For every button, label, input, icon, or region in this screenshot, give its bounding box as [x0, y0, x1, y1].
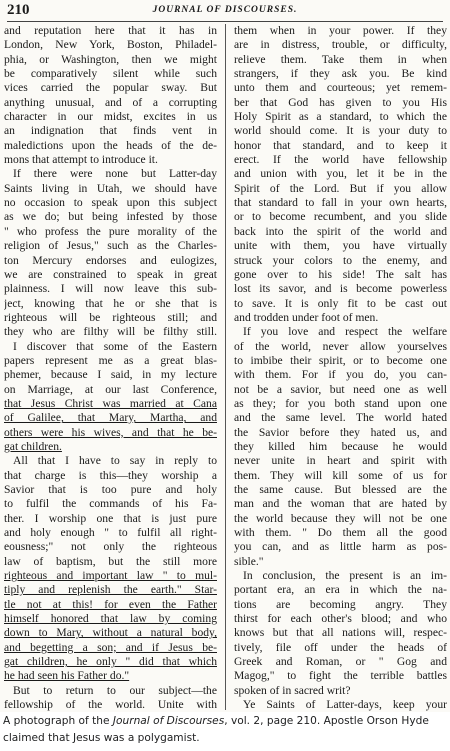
text-line: vices carried the popular sway. But [4, 81, 217, 95]
caption-suffix: , vol. 2, page 210. Apostle Orson Hyde claimed that Jesus was a polygamist. [3, 715, 429, 744]
text-line: the Savior before they hated us, and [234, 425, 447, 439]
left-column [4, 24, 217, 712]
text-line: and union with you, let it be in the [234, 167, 447, 181]
text-line: of Galilee, that Mary, Martha, and [4, 411, 217, 425]
text-line: and the same level. The world hated [234, 411, 447, 425]
text-line: Savior that is too pure and holy [4, 483, 217, 496]
text-line: phia, or Washington, then we might [4, 52, 217, 66]
text-line: are in distress, trouble, or difficulty, [234, 38, 447, 52]
text-line: to fulfil the commands of his Fa- [4, 497, 217, 511]
text-line: gat children, he only " did that which [4, 655, 217, 669]
text-line: them. They will kill some of us for [234, 468, 447, 482]
text-line: strangers, if they ask you. Be kind [234, 67, 447, 81]
text-line: honor that standard, and to keep it [234, 138, 447, 152]
text-line: that charge is this—they worship a [4, 468, 217, 482]
text-line: and trodden under foot of men. [234, 310, 379, 324]
text-line: ject, knowing that he or she that is [4, 296, 217, 310]
text-line: religion of Jesus," such as the Charles- [4, 239, 217, 253]
text-line: that Jesus Christ was married at Cana [4, 396, 217, 410]
text-line: and begetting a son; and if Jesus be- [4, 640, 217, 654]
text-line: Greek and Roman, or " Gog and [234, 655, 447, 669]
text-line: not be a savior, but need one as well [234, 382, 447, 396]
text-line: he had seen his Father do." [4, 669, 130, 683]
text-line: man and the woman that are hated by [234, 497, 447, 511]
text-line: fellowship of the world. Unite with [4, 698, 217, 712]
text-line: gone over to his side! The salt has [234, 267, 447, 281]
text-line: law of baptism, but the still more [4, 554, 217, 568]
text-line: thirst for each other's blood; and who [234, 612, 447, 626]
text-line: to imbibe their spirit, or to become one [234, 353, 447, 367]
text-line: them when in your power. If they [234, 24, 447, 37]
text-line: phemer, because I said, in my lecture [4, 368, 217, 382]
page-number: 210 [7, 2, 30, 18]
text-line: If there were none but Latter-day [13, 167, 217, 181]
text-line: plainness. I will now leave this sub- [4, 282, 217, 296]
text-line: on Marriage, at our last Conference, [4, 382, 217, 396]
text-line: as we do; but being infested by those [4, 210, 217, 224]
text-line: relieve them. Take them in when [234, 52, 447, 66]
text-line: Saints living in Utah, we should have [4, 181, 217, 195]
text-line: righteous will be righteous still; and [4, 310, 217, 324]
text-line: Spirit of the Lord. But if you allow [234, 181, 447, 195]
caption-prefix: A photograph of the [3, 715, 113, 727]
text-line: portant era, an era in which the na- [234, 583, 447, 597]
text-line: ther. I worship one that is just pure [4, 511, 217, 525]
text-line: and holy enough " to fulfil all right- [4, 526, 217, 540]
text-line: with them. For if you do, you can- [234, 368, 447, 382]
text-line: " who profess the pure morality of the [4, 224, 217, 238]
text-line: tions are becoming angry. They [234, 597, 447, 611]
text-line: eousness;" not only the righteous [4, 540, 217, 554]
text-line: gat children. [4, 439, 62, 453]
text-line: character in our midst, excites in us [4, 110, 217, 124]
text-line: of the world, never allow yourselves [234, 339, 447, 353]
text-line: they who are filthy will be filthy still. [4, 325, 217, 339]
text-line: ber that God has given to you His [234, 95, 447, 109]
text-line: the world because they will not be one [234, 511, 447, 525]
text-line: never unite in heart and spirit with [234, 454, 447, 468]
text-line: sible." [234, 554, 264, 568]
text-line: down to Mary, without a natural body, [4, 626, 217, 640]
text-line: maledictions upon the heads of the de- [4, 138, 217, 152]
text-line: as they; for you both stand upon one [234, 396, 447, 410]
text-line: the same cause. But blessed are the [234, 483, 447, 496]
text-line: struck your colors to the enemy, and [234, 253, 447, 267]
text-line: mons that attempt to introduce it. [4, 153, 158, 167]
text-line: tiply and replenish the earth." Star- [4, 583, 217, 597]
text-line: with them. " Do them all the good [234, 526, 447, 540]
text-line: tle not at this! for even the Father [4, 597, 217, 611]
text-line: be comparatively silent while such [4, 67, 217, 81]
text-line: others were his wives, and that he be- [4, 425, 217, 439]
text-line: tively, file off under the heads of [234, 640, 447, 654]
text-line: righteous and important law " to mul- [4, 569, 217, 583]
running-head: JOURNAL OF DISCOURSES. [152, 5, 298, 15]
text-line: world should come. It is your duty to [234, 124, 447, 138]
text-line: papers represent me as a great blas- [4, 353, 217, 367]
text-line: or to become recumbent, and you slide [234, 210, 447, 224]
text-line: himself honored that law by coming [4, 612, 217, 626]
text-line: ton Mercury endorses and eulogizes, [4, 253, 217, 267]
text-line: anything unusual, and of a corrupting [4, 95, 217, 109]
text-line: unite with them, you have virtually [234, 239, 447, 253]
text-line: that standard to fall in your own hearts, [234, 196, 447, 210]
text-line: you can, and as little harm as pos- [234, 540, 447, 554]
text-line: Ye Saints of Latter-days, keep your [243, 698, 447, 712]
text-line: But to return to our subject—the [13, 683, 217, 697]
text-line: they killed him because he would [234, 439, 447, 453]
text-line: to save. It is only fit to be cast out [234, 296, 447, 310]
text-line: If you love and respect the welfare [243, 325, 447, 339]
text-line: we are constrained to speak in great [4, 267, 217, 281]
text-line: I discover that some of the Eastern [13, 339, 217, 353]
text-line: spoken of in sacred writ? [234, 683, 351, 697]
text-line: In conclusion, the present is an im- [243, 569, 447, 583]
text-line: erect. If the world have fellowship [234, 153, 447, 167]
image-caption [3, 713, 449, 747]
text-line: an indignation that finds vent in [4, 124, 217, 138]
text-line: and reputation here that it has in [4, 24, 217, 37]
text-line: back into the spirit of the world and [234, 224, 447, 238]
text-line: no occasion to speak upon this subject [4, 196, 217, 210]
text-line: knows but that all nations will, respec- [234, 626, 447, 640]
caption-title: Journal of Discourses [112, 715, 225, 727]
text-line: lost its savor, and is become powerless [234, 282, 447, 296]
text-line: All that I have to say in reply to [13, 454, 217, 468]
text-line: Magog," to fight the terrible battles [234, 669, 447, 683]
column-divider [225, 24, 226, 710]
text-line: London, New York, Boston, Philadel- [4, 38, 217, 52]
page-header [7, 3, 443, 22]
text-line: unto them and courteous; yet remem- [234, 81, 447, 95]
text-line: Holy Spirit as a standard, to which the [234, 110, 447, 124]
right-column [234, 24, 447, 712]
